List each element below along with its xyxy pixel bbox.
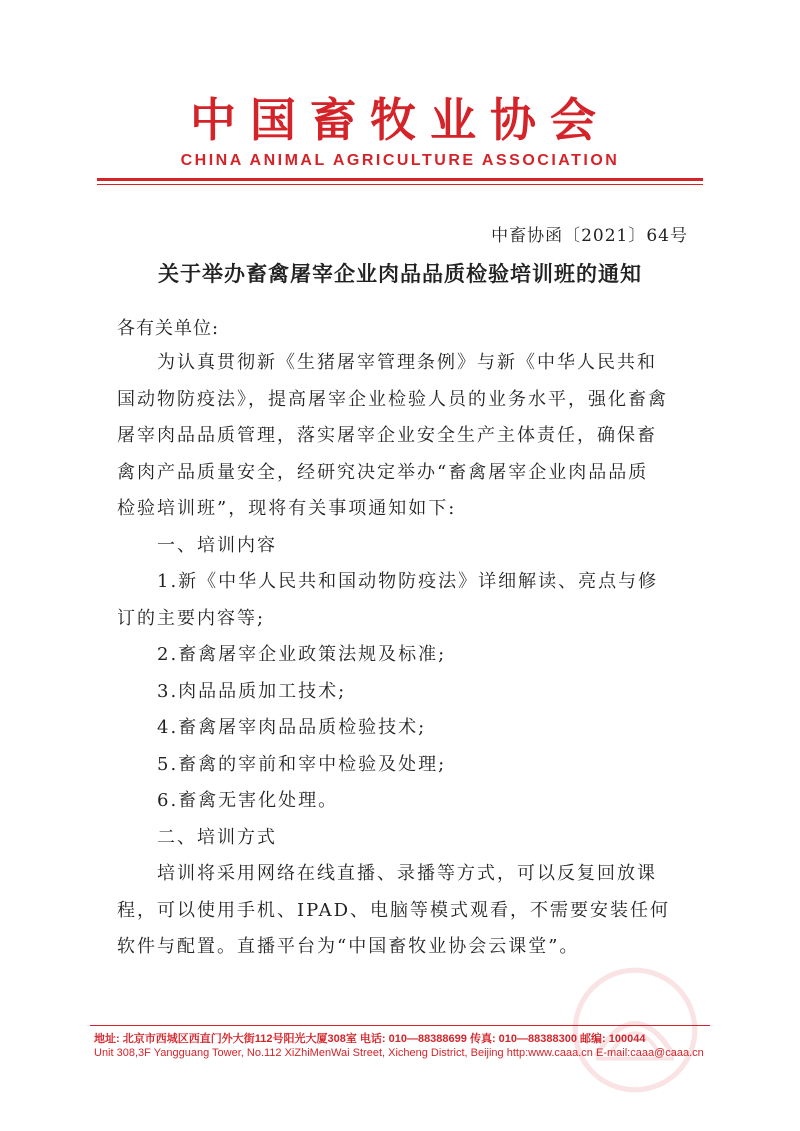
content-item: 4.畜禽屠宰肉品品质检验技术; [157, 717, 427, 738]
document-number: 中畜协函〔2021〕64号 [491, 226, 688, 246]
salutation: 各有关单位: [117, 318, 220, 339]
intro-line: 屠宰肉品品质管理，落实屠宰企业安全生产主体责任，确保畜 [117, 425, 657, 446]
content-item: 1.新《中华人民共和国动物防疫法》详细解读、亮点与修 [157, 571, 659, 592]
content-item: 5.畜禽的宰前和宰中检验及处理; [157, 753, 447, 775]
method-line: 培训将采用网络在线直播、录播等方式，可以反复回放课 [157, 863, 657, 884]
letterhead-org-name: 中国畜牧业协会 [190, 93, 610, 147]
content-item: 6.畜禽无害化处理。 [157, 790, 339, 811]
document-title: 关于举办畜禽屠宰企业肉品品质检验培训班的通知 [158, 262, 642, 286]
content-item: 订的主要内容等; [117, 607, 266, 629]
letterhead-rule-thin [97, 184, 703, 185]
section-heading-content: 一、培训内容 [157, 534, 277, 556]
content-item: 2.畜禽屠宰企业政策法规及标准; [157, 644, 447, 665]
intro-line: 为认真贯彻新《生猪屠宰管理条例》与新《中华人民共和 [157, 352, 657, 373]
method-line: 软件与配置。直播平台为“中国畜牧业协会云课堂”。 [117, 936, 580, 957]
footer-address-cn: 地址: 北京市西城区西直门外大街112号阳光大厦308室 电话: 010—88388699 传真: 010—88388300 邮编: 100044 [94, 1033, 646, 1045]
footer-rule [90, 1025, 710, 1026]
footer-address-en: Unit 308,3F Yangguang Tower, No.112 XiZhiMenWai Street, Xicheng District, Beijing http:www.caaa.cn E-mail:caaa@caaa.cn [94, 1047, 704, 1059]
intro-line: 禽肉产品质量安全，经研究决定举办“畜禽屠宰企业肉品品质 [117, 461, 649, 483]
section-heading-method: 二、培训方式 [157, 826, 277, 848]
document-body [117, 345, 689, 966]
intro-line: 检验培训班”，现将有关事项通知如下: [117, 498, 457, 519]
method-line: 程，可以使用手机、IPAD、电脑等模式观看，不需要安装任何 [117, 899, 670, 921]
content-item: 3.肉品品质加工技术; [157, 680, 347, 702]
intro-line: 国动物防疫法》，提高屠宰企业检验人员的业务水平，强化畜禽 [117, 388, 668, 410]
letterhead-rule-thick [97, 178, 703, 181]
letterhead-org-name-en: CHINA ANIMAL AGRICULTURE ASSOCIATION [180, 152, 620, 169]
